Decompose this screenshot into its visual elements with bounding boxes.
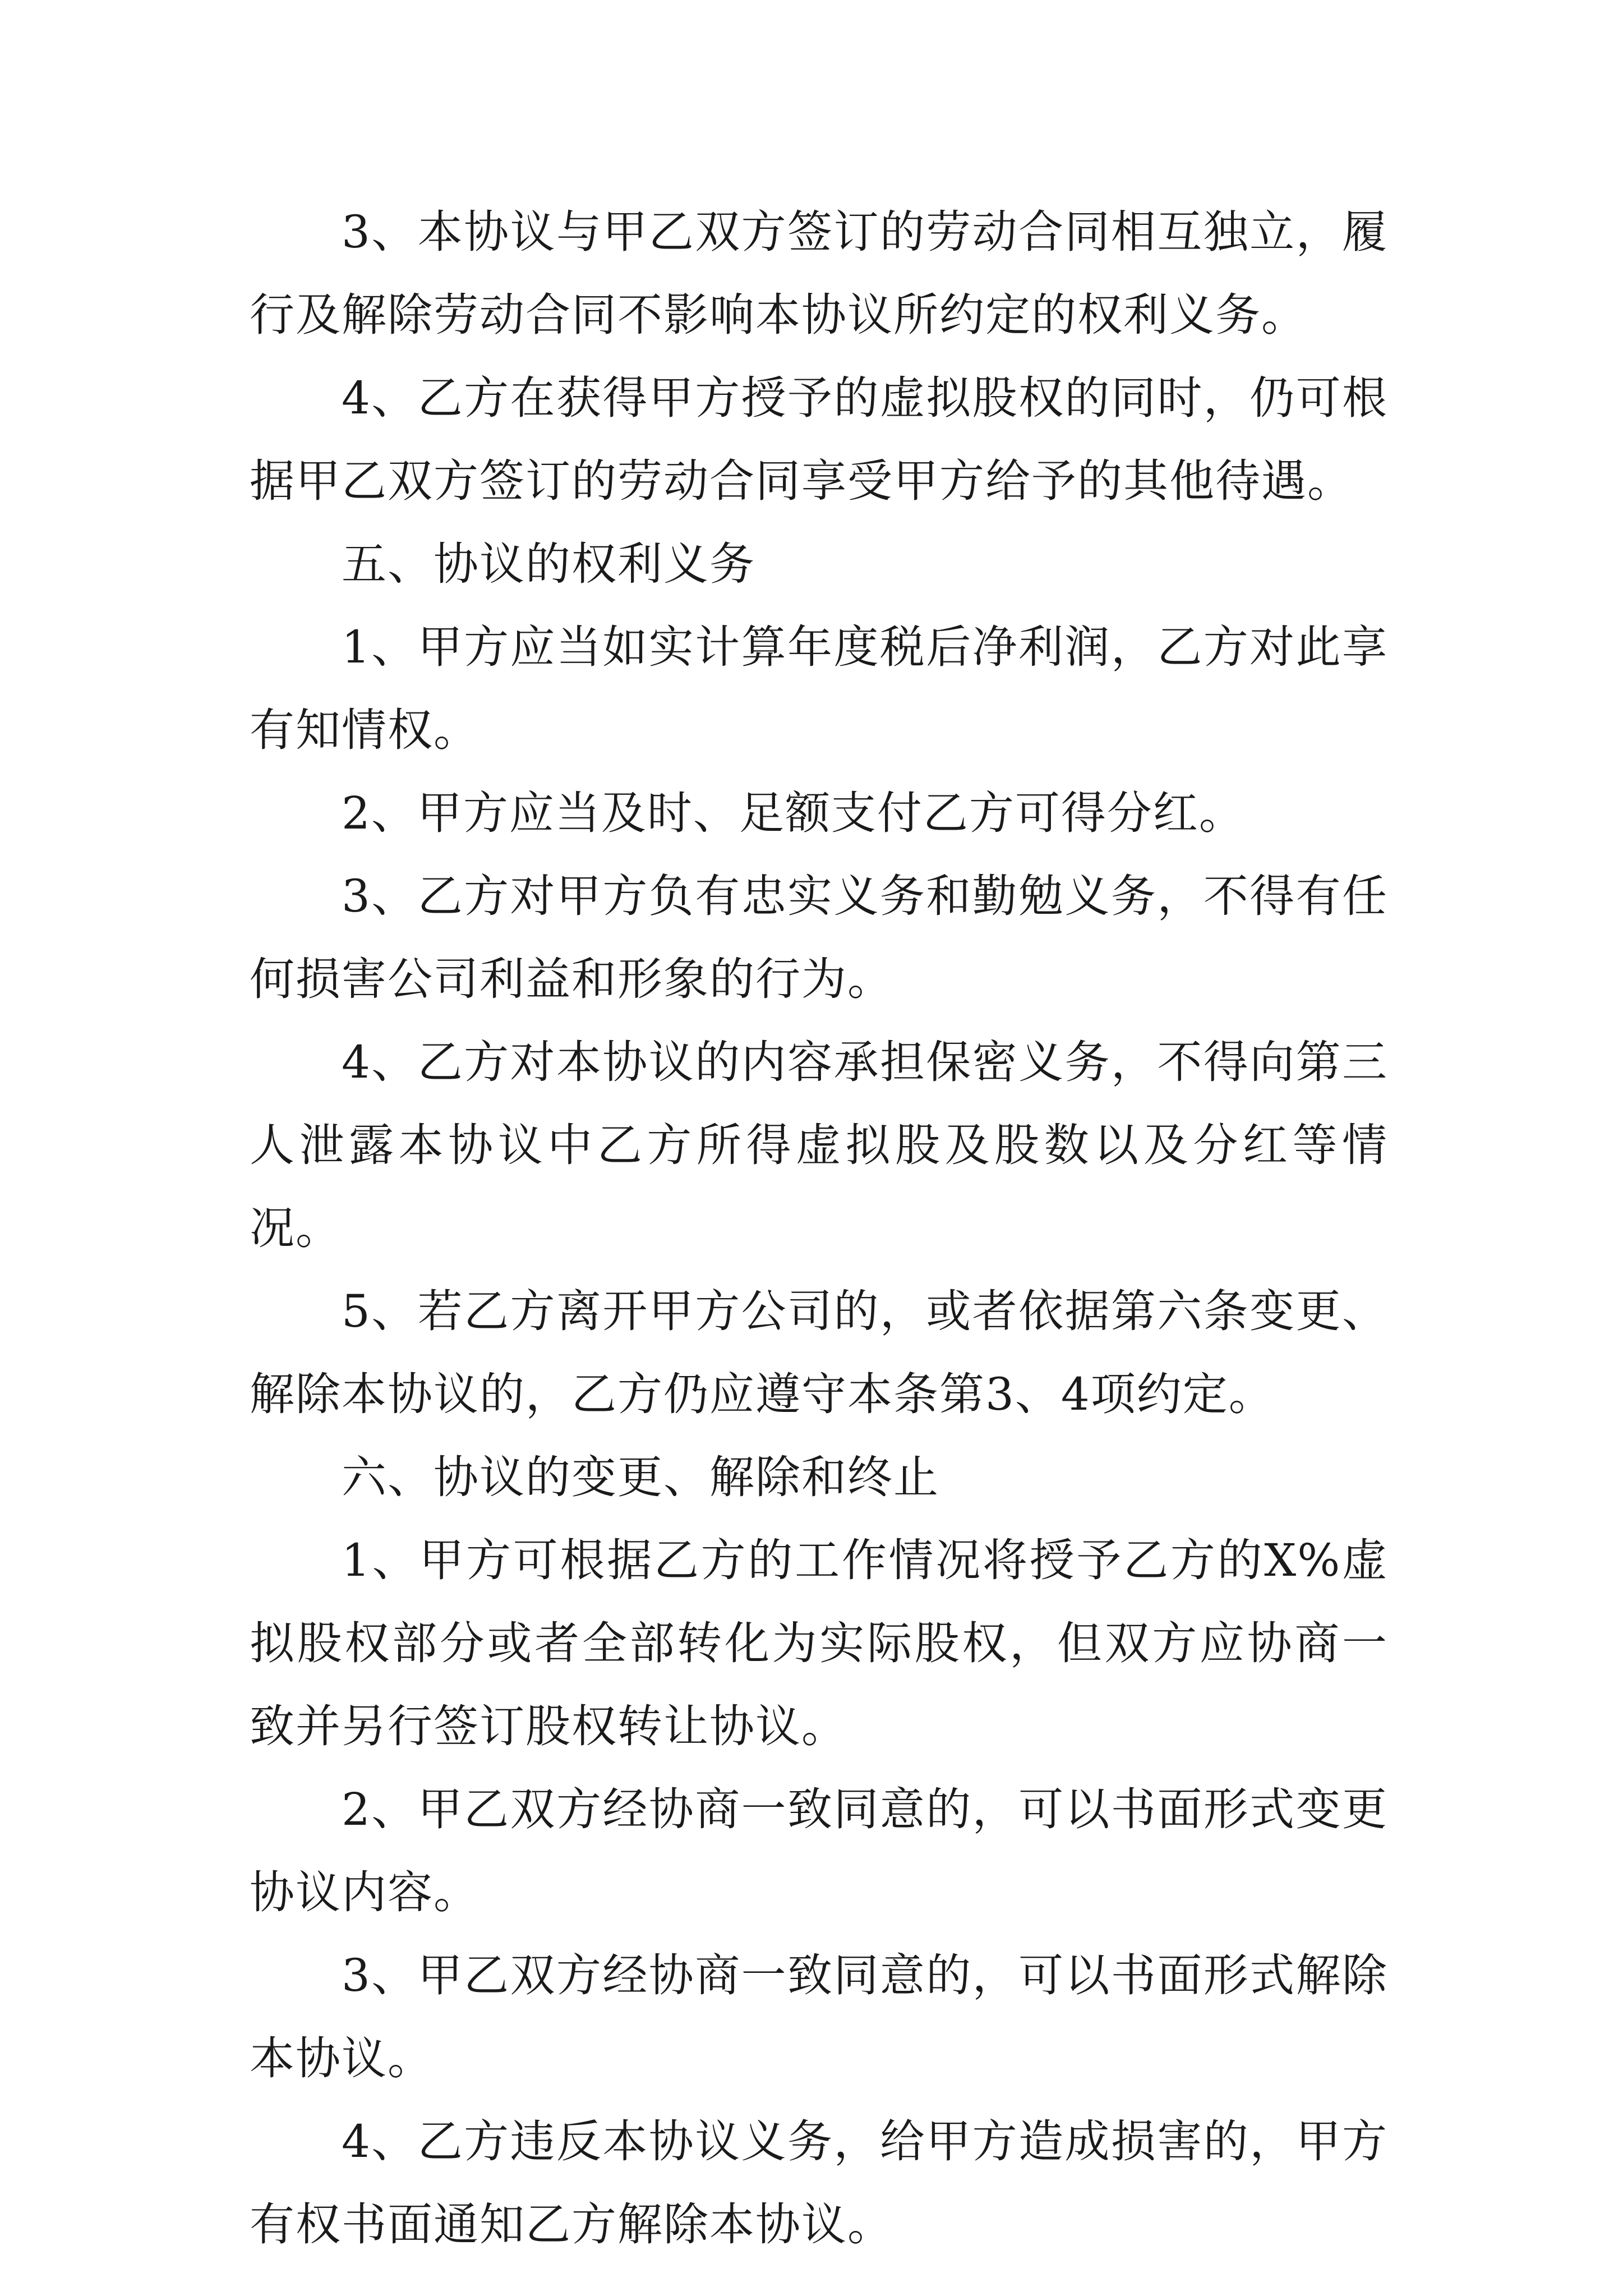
paragraph: 3、本协议与甲乙双方签订的劳动合同相互独立，履行及解除劳动合同不影响本协议所约定的权利义务。	[250, 206, 1388, 341]
paragraph: 5、若乙方离开甲方公司的，或者依据第六条变更、解除本协议的，乙方仍应遵守本条第3、4项约定。	[250, 1285, 1388, 1420]
paragraph: 4、乙方对本协议的内容承担保密义务，不得向第三人泄露本协议中乙方所得虚拟股及股数以及分红等情况。	[250, 1036, 1388, 1254]
paragraph: 2、甲方应当及时、足额支付乙方可得分红。	[342, 787, 1245, 839]
paragraph: 1、甲方可根据乙方的工作情况将授予乙方的X%虚拟股权部分或者全部转化为实际股权，但双方应协商一致并另行签订股权转让协议。	[250, 1534, 1388, 1752]
section-heading: 六、协议的变更、解除和终止	[342, 1451, 939, 1503]
paragraph: 1、甲方应当如实计算年度税后净利润，乙方对此享有知情权。	[250, 621, 1388, 756]
section-heading: 五、协议的权利义务	[342, 538, 755, 590]
paragraph: 3、乙方对甲方负有忠实义务和勤勉义务，不得有任何损害公司利益和形象的行为。	[250, 870, 1388, 1005]
paragraph: 2、甲乙双方经协商一致同意的，可以书面形式变更协议内容。	[250, 1783, 1388, 1918]
document-body	[250, 191, 1388, 2266]
paragraph: 3、甲乙双方经协商一致同意的，可以书面形式解除本协议。	[250, 1949, 1388, 2085]
paragraph: 4、乙方在获得甲方授予的虚拟股权的同时，仍可根据甲乙双方签订的劳动合同享受甲方给予的其他待遇。	[250, 372, 1388, 507]
paragraph: 4、乙方违反本协议义务，给甲方造成损害的，甲方有权书面通知乙方解除本协议。	[250, 2115, 1388, 2251]
